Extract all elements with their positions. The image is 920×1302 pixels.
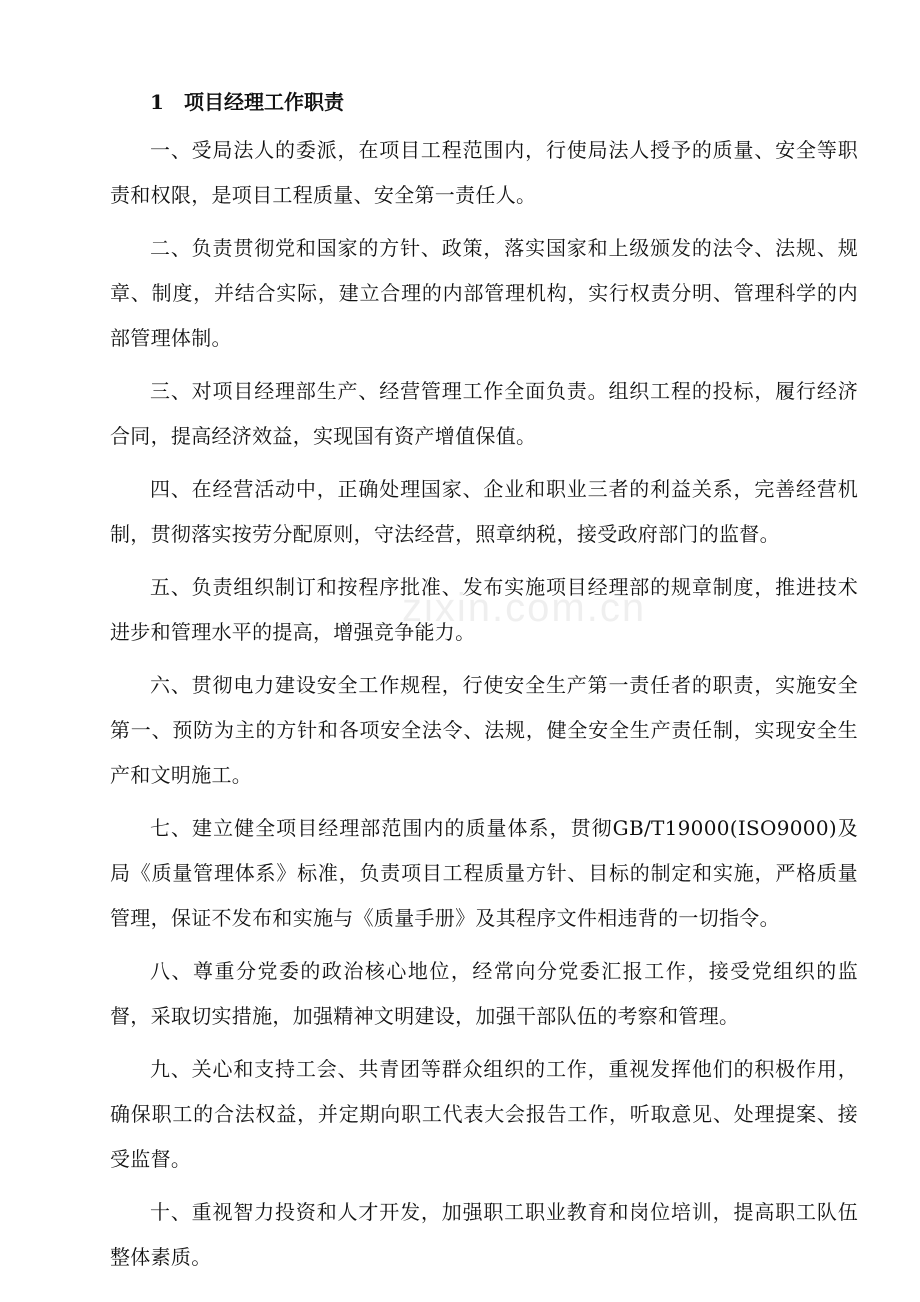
- duty-paragraph-7: 七、建立健全项目经理部范围内的质量体系，贯彻GB/T19000(ISO9000)及局《质量管理体系》标准，负责项目工程质量方针、目标的制定和实施，严格质量管理，保证不发布和实施与《质量手册》及其程序文件相违背的一切指令。: [110, 816, 858, 930]
- duty-paragraph-8: 八、尊重分党委的政治核心地位，经常向分党委汇报工作，接受党组织的监督，采取切实措施，加强精神文明建设，加强干部队伍的考察和管理。: [110, 959, 858, 1028]
- section-title: 项目经理工作职责: [184, 90, 344, 114]
- section-heading: [150, 88, 344, 116]
- duty-paragraph-2: 二、负责贯彻党和国家的方针、政策，落实国家和上级颁发的法令、法规、规章、制度，并结合实际，建立合理的内部管理机构，实行权责分明、管理科学的内部管理体制。: [110, 236, 858, 350]
- watermark: zixin.com.cn: [402, 586, 647, 630]
- duty-paragraph-5: 五、负责组织制订和按程序批准、发布实施项目经理部的规章制度，推进技术进步和管理水平的提高，增强竞争能力。: [110, 575, 858, 644]
- duty-paragraph-1: 一、受局法人的委派，在项目工程范围内，行使局法人授予的质量、安全等职责和权限，是项目工程质量、安全第一责任人。: [110, 138, 858, 207]
- section-number: 1: [150, 90, 164, 114]
- duty-paragraph-3: 三、对项目经理部生产、经营管理工作全面负责。组织工程的投标，履行经济合同，提高经济效益，实现国有资产增值保值。: [110, 379, 858, 448]
- duty-paragraph-6: 六、贯彻电力建设安全工作规程，行使安全生产第一责任者的职责，实施安全第一、预防为主的方针和各项安全法令、法规，健全安全生产责任制，实现安全生产和文明施工。: [110, 673, 858, 787]
- duty-paragraph-10: 十、重视智力投资和人才开发，加强职工职业教育和岗位培训，提高职工队伍整体素质。: [110, 1200, 858, 1269]
- duty-paragraph-9: 九、关心和支持工会、共青团等群众组织的工作，重视发挥他们的积极作用，确保职工的合法权益，并定期向职工代表大会报告工作，听取意见、处理提案、接受监督。: [110, 1057, 858, 1171]
- duty-paragraph-4: 四、在经营活动中，正确处理国家、企业和职业三者的利益关系，完善经营机制，贯彻落实按劳分配原则，守法经营，照章纳税，接受政府部门的监督。: [110, 477, 858, 546]
- document-body: [110, 128, 858, 1288]
